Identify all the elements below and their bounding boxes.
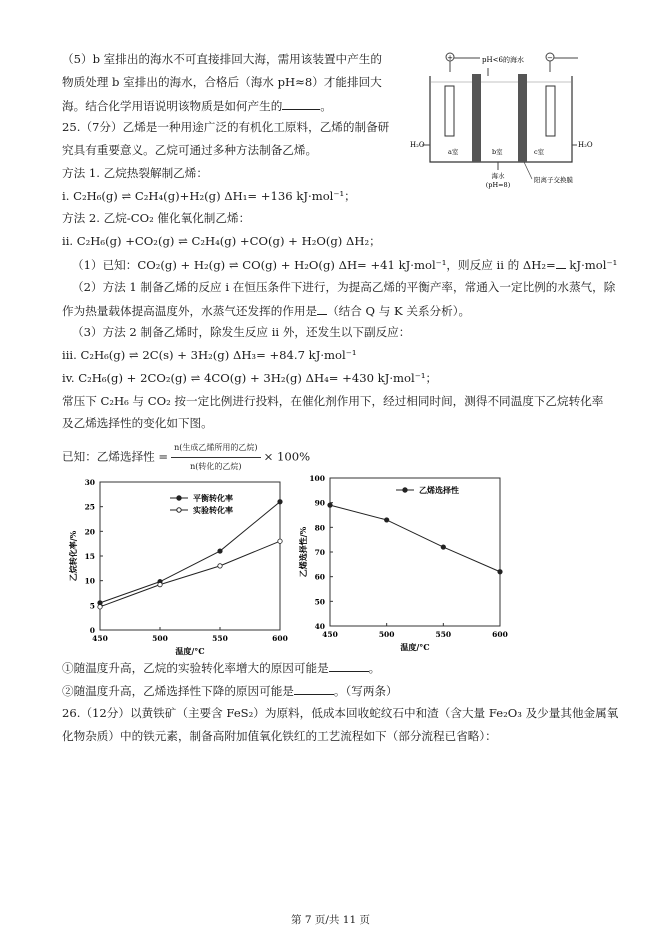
answer-blank[interactable] (556, 256, 566, 269)
membrane-left (472, 74, 481, 162)
fraction-denominator: n(转化的乙烷) (190, 462, 242, 471)
data-point (328, 503, 332, 507)
known-suffix: × 100% (263, 449, 311, 464)
line-q25-title: 25.（7分）乙烯是一种用途广泛的有机化工原料，乙烯的制备研 (62, 120, 390, 134)
seawater-label: 海水 (491, 172, 505, 180)
legend-label: 实验转化率 (193, 505, 233, 515)
h2o-right-label: H₂O (578, 141, 593, 149)
y-tick-label: 60 (314, 572, 325, 582)
line-method1: 方法 1. 乙烷热裂解制乙烯： (62, 166, 208, 180)
selectivity-chart (300, 468, 515, 655)
line-q5-1: （5）b 室排出的海水不可直接排回大海，需用该装置中产生的 (62, 52, 382, 66)
x-tick-label: 500 (378, 630, 395, 639)
page-footer: 第 7 页/共 11 页 (291, 914, 370, 926)
y-tick-label: 90 (314, 498, 325, 508)
x-tick-label: 550 (435, 630, 452, 639)
h2o-left-label: H₂O (410, 141, 425, 149)
y-tick-label: 15 (84, 552, 95, 561)
data-point (278, 539, 282, 543)
answer-blank[interactable] (294, 682, 334, 695)
y-tick-label: 70 (314, 548, 325, 557)
y-tick-label: 20 (84, 527, 95, 537)
answer-blank[interactable] (317, 302, 327, 315)
legend-marker (403, 488, 407, 492)
line-q1 (62, 659, 380, 676)
y-tick-label: 30 (84, 478, 95, 487)
data-point (218, 549, 222, 553)
line-sub3: （3）方法 2 制备乙烯时，除发生反应 ii 外，还发生以下副反应： (72, 325, 411, 339)
line-reaction-iv: iv. C₂H₆(g) + 2CO₂(g) ⇌ 4CO(g) + 3H₂(g) ΔH₄= +430 kJ·mol⁻¹； (62, 371, 438, 385)
line-q5-3 (62, 97, 332, 114)
x-tick-label: 600 (492, 630, 508, 639)
room-c-label: c室 (534, 148, 545, 156)
legend-label: 平衡转化率 (193, 493, 233, 503)
membrane-right (518, 74, 527, 162)
y-tick-label: 5 (89, 601, 95, 611)
line-reaction-iii: iii. C₂H₆(g) ⇌ 2C(s) + 3H₂(g) ΔH₃= +84.7 kJ·mol⁻¹ (62, 348, 357, 362)
line-sub1-text: （1）已知：CO₂(g) + H₂(g) ⇌ CO(g) + H₂O(g) ΔH= +41 kJ·mol⁻¹，则反应 ii 的 ΔH₂= (72, 258, 556, 272)
line-sub2-cont-end: （结合 Q 与 K 关系分析）。 (327, 304, 471, 318)
known-prefix: 已知：乙烯选择性 = (62, 449, 169, 464)
line-q5-3-end: 。 (320, 99, 332, 113)
line-q25-intro: 究具有重要意义。乙烷可通过多种方法制备乙烯。 (62, 143, 318, 157)
answer-blank[interactable] (282, 97, 320, 110)
line-method2: 方法 2. 乙烷-CO₂ 催化氧化制乙烯： (62, 211, 251, 225)
line-sub2: （2）方法 1 制备乙烯的反应 i 在恒压条件下进行，为提高乙烯的平衡产率，常通入一定比例的水蒸气，除 (72, 280, 616, 294)
y-tick-label: 10 (84, 576, 95, 586)
line-q1-text: ①随温度升高，乙烷的实验转化率增大的原因可能是 (62, 661, 329, 675)
anode (445, 86, 454, 136)
plot-frame (100, 482, 280, 630)
electrodialysis-diagram (400, 44, 605, 199)
room-b-label: b室 (492, 148, 503, 156)
line-conditions-2: 及乙烯选择性的变化如下图。 (62, 416, 213, 430)
x-axis-label: 温度/°C (175, 646, 205, 656)
legend-label: 乙烯选择性 (419, 485, 459, 495)
minus-sign: − (547, 54, 553, 62)
data-point (218, 564, 222, 568)
line-q26: 26.（12分）以黄铁矿（主要含 FeS₂）为原料，低成本回收蛇纹石中和渣（含大量 Fe₂O₃ 及少量其他金属氧 (62, 706, 619, 720)
membrane-pointer (524, 162, 532, 179)
line-q1-end: 。 (368, 661, 381, 675)
y-tick-label: 25 (84, 502, 95, 512)
line-q26-cont: 化物杂质）中的铁元素，制备高附加值氧化铁红的工艺流程如下（部分流程已省略）： (62, 729, 497, 743)
conversion-chart (60, 470, 295, 655)
line-q5-3-text: 海。结合化学用语说明该物质是如何产生的 (62, 99, 283, 113)
x-tick-label: 550 (212, 634, 228, 643)
line-sub2-cont (62, 302, 470, 319)
data-point (441, 545, 445, 549)
line-sub1-unit: kJ·mol⁻¹ (565, 258, 618, 272)
line-reaction-i: i. C₂H₆(g) ⇌ C₂H₄(g)+H₂(g) ΔH₁= +136 kJ·mol⁻¹； (62, 189, 356, 203)
x-tick-label: 500 (152, 634, 168, 643)
series-line (330, 505, 500, 572)
y-tick-label: 0 (89, 626, 95, 635)
plus-sign: + (447, 54, 453, 62)
line-q2-end: 。（写两条） (333, 684, 398, 698)
line-q2-text: ②随温度升高，乙烯选择性下降的原因可能是 (62, 684, 294, 698)
legend-marker (177, 496, 181, 500)
seawater-ph-label: (pH=8) (485, 181, 511, 189)
top-seawater-label: pH<6的海水 (482, 56, 524, 64)
y-tick-label: 50 (314, 597, 325, 607)
y-tick-label: 100 (309, 474, 325, 483)
series-line (100, 541, 280, 607)
line-sub1 (72, 256, 617, 273)
x-axis-label: 温度/°C (400, 642, 430, 652)
y-tick-label: 40 (314, 622, 325, 631)
room-a-label: a室 (448, 148, 459, 156)
x-tick-label: 600 (272, 634, 288, 643)
y-axis-label: 乙烷转化率/% (68, 530, 78, 582)
data-point (98, 605, 102, 609)
legend-marker (177, 508, 181, 512)
data-point (158, 582, 162, 586)
line-q5-2: 物质处理 b 室排出的海水，合格后（海水 pH≈8）才能排回大 (62, 75, 382, 89)
answer-blank[interactable] (329, 659, 369, 672)
membrane-label: 阳离子交换膜 (534, 176, 573, 184)
line-reaction-ii: ii. C₂H₆(g) +CO₂(g) ⇌ C₂H₄(g) +CO(g) + H₂O(g) ΔH₂； (62, 234, 381, 248)
y-axis-label: 乙烯选择性/% (298, 526, 308, 578)
cathode (546, 86, 555, 136)
x-tick-label: 450 (92, 634, 108, 643)
data-point (278, 500, 282, 504)
line-conditions: 常压下 C₂H₆ 与 CO₂ 按一定比例进行投料，在催化剂作用下，经过相同时间，测得不同温度下乙烷转化率 (62, 394, 604, 408)
x-tick-label: 450 (322, 630, 338, 639)
line-q2 (62, 682, 398, 699)
plot-frame (330, 478, 500, 626)
data-point (498, 570, 502, 574)
line-sub2-cont-text: 作为热量载体提高温度外，水蒸气还发挥的作用是 (62, 304, 318, 318)
data-point (384, 518, 388, 522)
fraction-numerator: n(生成乙烯所用的乙烷) (171, 440, 260, 458)
y-tick-label: 80 (314, 523, 325, 533)
